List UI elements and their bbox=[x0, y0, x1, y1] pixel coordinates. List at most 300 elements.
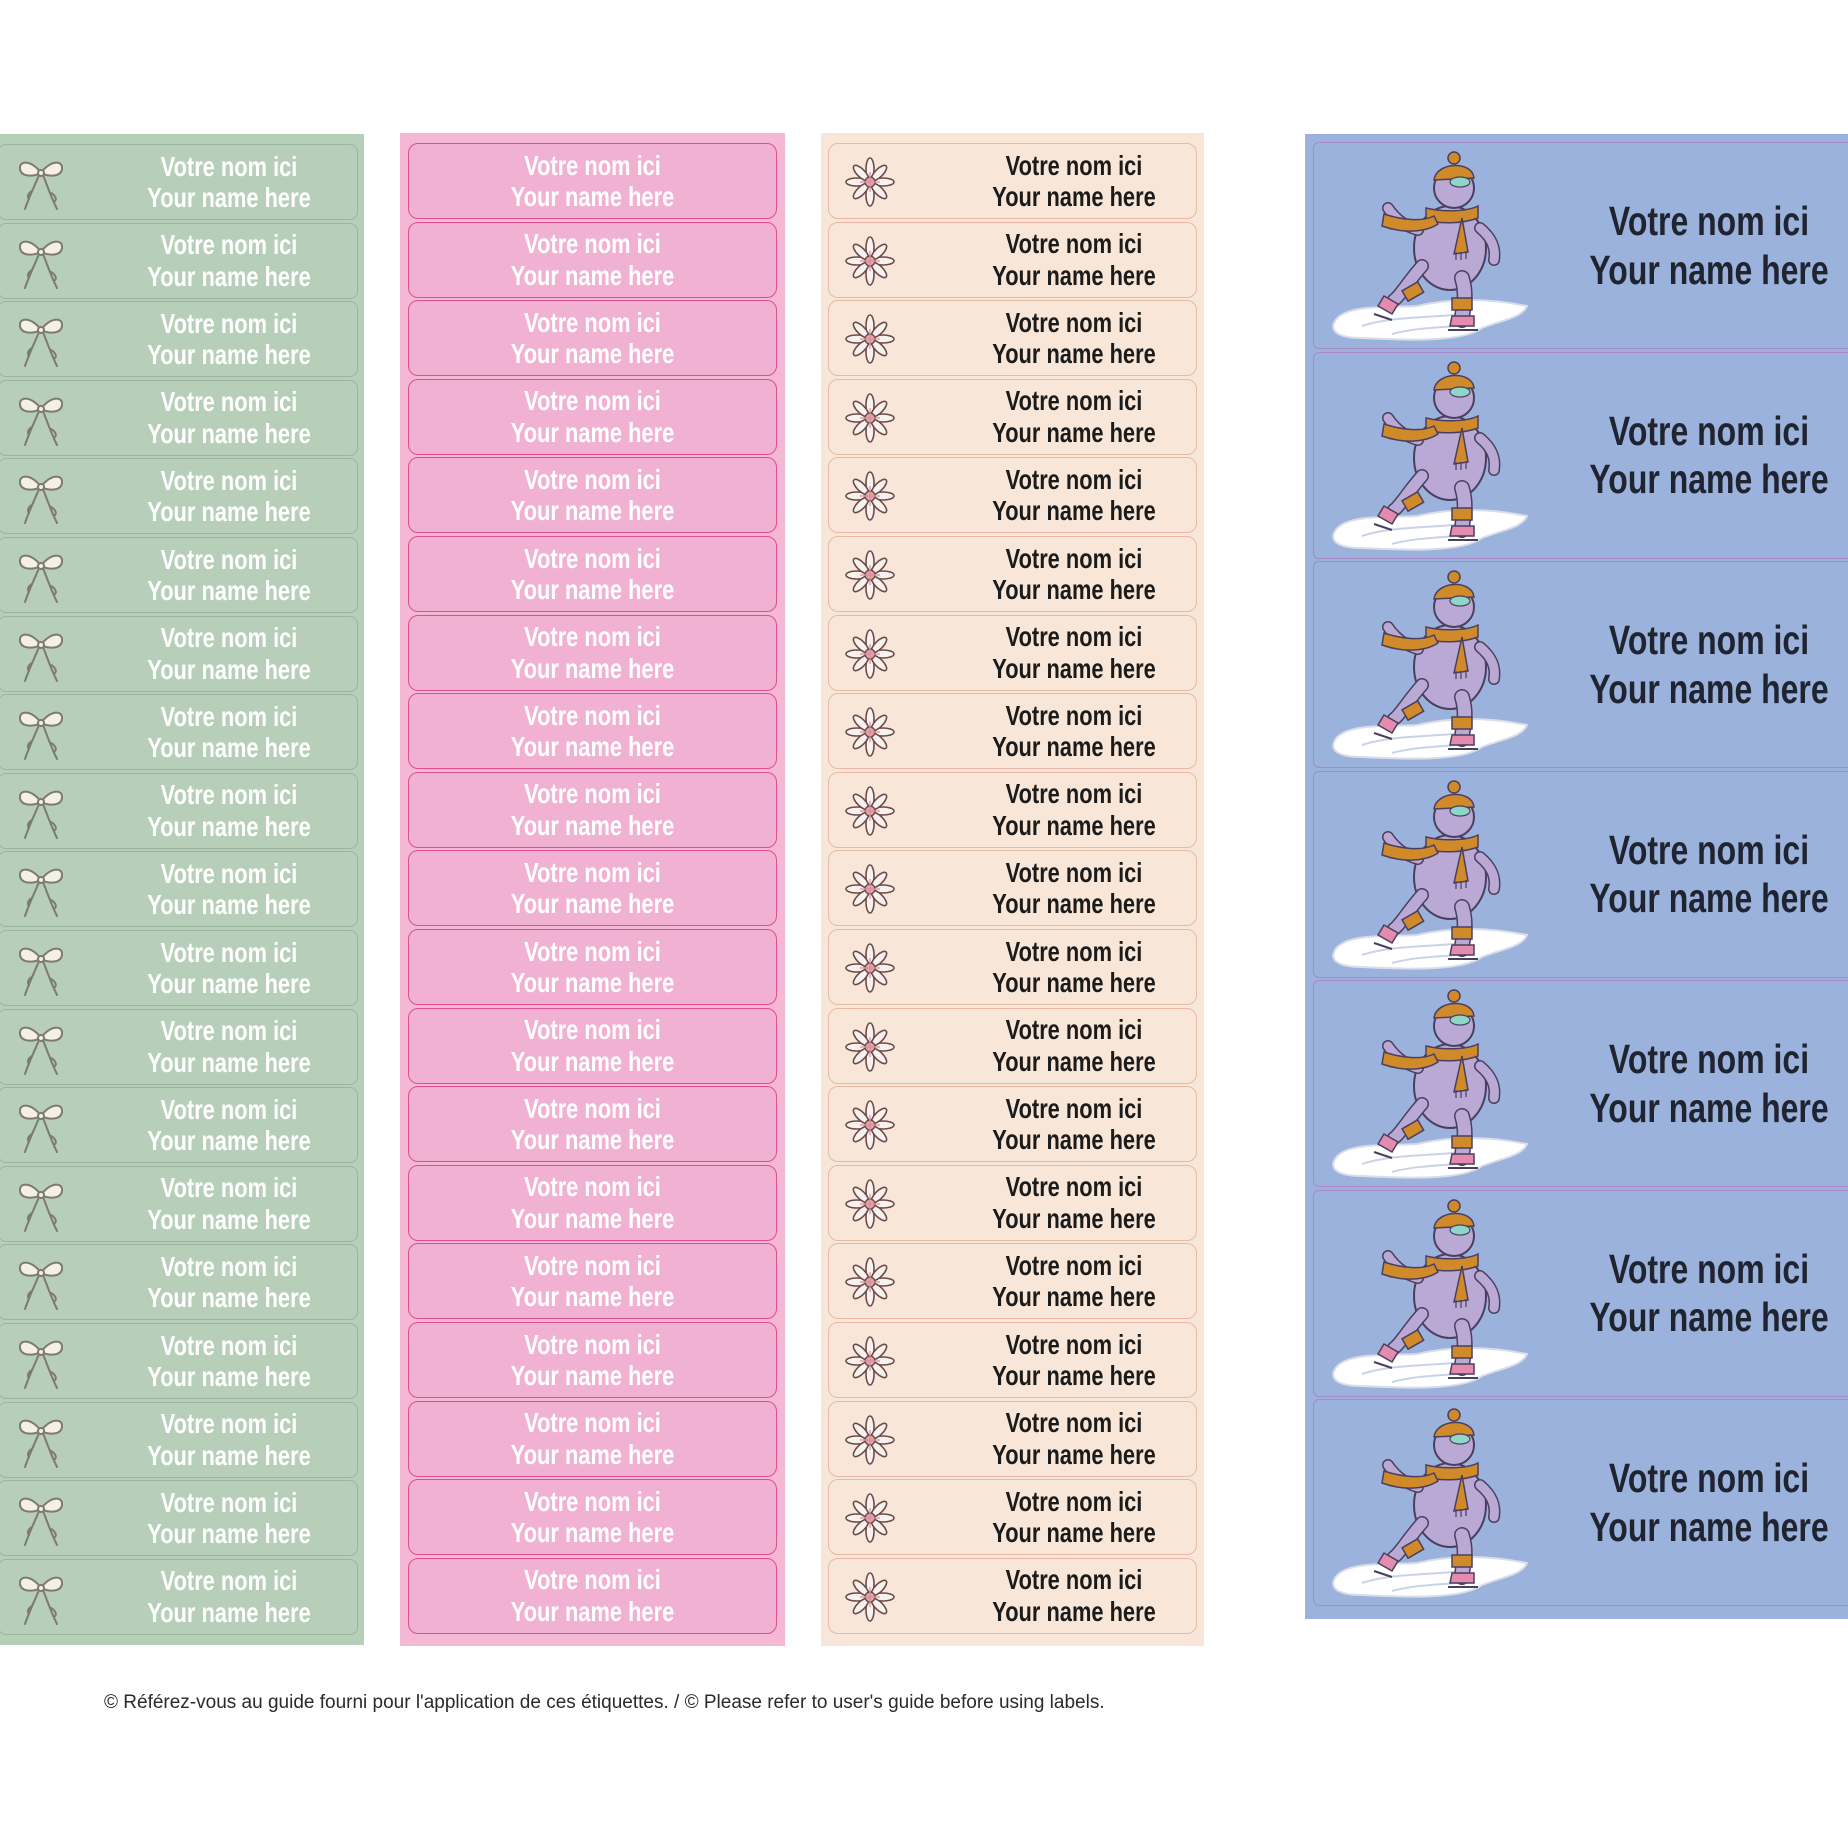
name-placeholder-en: Your name here bbox=[992, 574, 1156, 605]
name-label bbox=[828, 772, 1197, 848]
name-placeholder-fr: Votre nom ici bbox=[1005, 228, 1143, 260]
name-label bbox=[408, 772, 777, 848]
name-placeholder-fr: Votre nom ici bbox=[1608, 1036, 1810, 1083]
name-label bbox=[1313, 771, 1848, 978]
label-sheet-green-bow bbox=[0, 134, 364, 1645]
name-placeholder bbox=[992, 1564, 1156, 1627]
name-placeholder bbox=[143, 779, 315, 842]
label-sheet-cream-flower bbox=[821, 133, 1204, 1646]
name-placeholder-fr: Votre nom ici bbox=[160, 936, 298, 968]
name-placeholder-en: Your name here bbox=[510, 967, 675, 998]
name-placeholder-fr: Votre nom ici bbox=[1005, 464, 1143, 496]
name-placeholder-fr: Votre nom ici bbox=[524, 149, 661, 181]
name-placeholder-fr: Votre nom ici bbox=[160, 229, 298, 261]
name-placeholder bbox=[1589, 407, 1829, 504]
name-placeholder bbox=[992, 699, 1156, 763]
name-label bbox=[1313, 1399, 1848, 1606]
name-label bbox=[828, 1086, 1197, 1162]
name-placeholder bbox=[143, 1565, 315, 1628]
name-placeholder-fr: Votre nom ici bbox=[1005, 385, 1143, 417]
ribbon-bow-icon bbox=[15, 1253, 67, 1313]
skating-bear-icon bbox=[1322, 358, 1534, 554]
name-placeholder bbox=[992, 542, 1156, 606]
name-label bbox=[408, 1401, 777, 1477]
name-label bbox=[828, 850, 1197, 926]
flower-icon bbox=[843, 470, 897, 522]
name-placeholder bbox=[449, 385, 735, 448]
name-placeholder bbox=[992, 1092, 1156, 1156]
name-label bbox=[408, 693, 777, 769]
name-placeholder-fr: Votre nom ici bbox=[524, 1407, 661, 1439]
flower-icon bbox=[843, 942, 897, 994]
name-placeholder-fr: Votre nom ici bbox=[1005, 1407, 1143, 1439]
name-placeholder-en: Your name here bbox=[147, 339, 311, 371]
name-label bbox=[408, 1243, 777, 1319]
ribbon-bow-icon bbox=[15, 939, 67, 999]
name-placeholder-en: Your name here bbox=[510, 1360, 675, 1391]
name-label bbox=[0, 1323, 358, 1399]
name-label bbox=[0, 1402, 358, 1478]
name-placeholder-en: Your name here bbox=[992, 1124, 1156, 1156]
name-placeholder-fr: Votre nom ici bbox=[1005, 1014, 1143, 1046]
name-placeholder bbox=[143, 544, 315, 607]
name-placeholder-fr: Votre nom ici bbox=[160, 1251, 298, 1283]
flower-icon bbox=[843, 156, 897, 208]
name-placeholder-en: Your name here bbox=[147, 496, 311, 528]
name-placeholder-en: Your name here bbox=[147, 810, 311, 842]
flower-icon bbox=[843, 1414, 897, 1466]
name-placeholder bbox=[992, 857, 1156, 920]
name-placeholder bbox=[1589, 1035, 1829, 1132]
name-placeholder-fr: Votre nom ici bbox=[160, 1172, 298, 1204]
name-placeholder-fr: Votre nom ici bbox=[524, 464, 661, 496]
name-placeholder-en: Your name here bbox=[1589, 1503, 1829, 1550]
ribbon-bow-icon bbox=[15, 467, 67, 527]
name-placeholder-en: Your name here bbox=[147, 968, 311, 999]
name-placeholder-fr: Votre nom ici bbox=[524, 1328, 661, 1360]
name-placeholder bbox=[143, 386, 315, 449]
flower-icon bbox=[843, 313, 897, 365]
name-label bbox=[408, 457, 777, 533]
name-label bbox=[0, 144, 358, 220]
name-placeholder-fr: Votre nom ici bbox=[524, 1485, 661, 1517]
name-placeholder bbox=[449, 307, 735, 370]
name-placeholder bbox=[992, 306, 1156, 370]
name-placeholder-en: Your name here bbox=[992, 652, 1156, 684]
name-placeholder-fr: Votre nom ici bbox=[1005, 621, 1143, 653]
name-placeholder-fr: Votre nom ici bbox=[524, 621, 661, 653]
name-placeholder-fr: Votre nom ici bbox=[160, 307, 298, 339]
flower-icon bbox=[843, 1178, 897, 1230]
name-placeholder-en: Your name here bbox=[147, 1046, 311, 1078]
ribbon-bow-icon bbox=[15, 1411, 67, 1471]
name-label bbox=[408, 379, 777, 455]
name-placeholder-fr: Votre nom ici bbox=[524, 778, 661, 810]
name-placeholder bbox=[992, 1328, 1156, 1392]
name-placeholder bbox=[143, 622, 315, 685]
flower-icon bbox=[843, 392, 897, 444]
name-placeholder bbox=[143, 308, 315, 371]
name-placeholder-en: Your name here bbox=[510, 1517, 675, 1549]
name-placeholder-en: Your name here bbox=[1589, 456, 1829, 502]
name-placeholder-en: Your name here bbox=[510, 574, 675, 605]
name-placeholder-en: Your name here bbox=[992, 1281, 1156, 1313]
skating-bear-icon bbox=[1322, 777, 1534, 973]
name-placeholder-en: Your name here bbox=[147, 1518, 311, 1550]
name-label bbox=[828, 222, 1197, 298]
name-placeholder-fr: Votre nom ici bbox=[1005, 1092, 1143, 1124]
name-label bbox=[0, 616, 358, 692]
name-placeholder bbox=[449, 464, 735, 527]
name-placeholder-fr: Votre nom ici bbox=[1005, 935, 1143, 967]
name-placeholder-en: Your name here bbox=[147, 1125, 311, 1157]
name-placeholder bbox=[143, 701, 315, 764]
name-placeholder bbox=[992, 778, 1156, 841]
name-placeholder-en: Your name here bbox=[510, 259, 675, 291]
flower-icon bbox=[843, 1492, 897, 1544]
name-placeholder-en: Your name here bbox=[510, 1124, 675, 1156]
ribbon-bow-icon bbox=[15, 782, 67, 842]
name-placeholder-en: Your name here bbox=[510, 338, 675, 370]
name-label bbox=[828, 379, 1197, 455]
name-placeholder bbox=[449, 1250, 735, 1313]
name-placeholder-fr: Votre nom ici bbox=[1005, 699, 1143, 731]
name-label bbox=[828, 300, 1197, 376]
name-placeholder-fr: Votre nom ici bbox=[524, 699, 661, 731]
ribbon-bow-icon bbox=[15, 232, 67, 292]
flower-icon bbox=[843, 1099, 897, 1151]
name-placeholder-en: Your name here bbox=[510, 1438, 675, 1470]
skating-bear-icon bbox=[1322, 148, 1534, 344]
name-placeholder bbox=[449, 1329, 735, 1392]
name-label bbox=[408, 929, 777, 1005]
ribbon-bow-icon bbox=[15, 625, 67, 685]
usage-notice: © Référez-vous au guide fourni pour l'application de ces étiquettes. / © Please refer to user's guide before using labels. bbox=[104, 1692, 1105, 1713]
name-label bbox=[408, 850, 777, 926]
name-label bbox=[828, 1479, 1197, 1555]
name-placeholder bbox=[449, 621, 735, 684]
name-placeholder-fr: Votre nom ici bbox=[524, 1092, 661, 1124]
name-placeholder-fr: Votre nom ici bbox=[1005, 1328, 1143, 1360]
flower-icon bbox=[843, 549, 897, 601]
name-placeholder-en: Your name here bbox=[510, 731, 675, 763]
name-placeholder-fr: Votre nom ici bbox=[1005, 1250, 1143, 1282]
name-label bbox=[828, 536, 1197, 612]
name-placeholder-en: Your name here bbox=[992, 181, 1156, 212]
name-placeholder-fr: Votre nom ici bbox=[1608, 1245, 1810, 1292]
name-label bbox=[1313, 352, 1848, 559]
name-placeholder-en: Your name here bbox=[992, 731, 1156, 763]
name-label bbox=[0, 1009, 358, 1085]
name-placeholder-en: Your name here bbox=[147, 1596, 311, 1628]
name-label bbox=[828, 615, 1197, 691]
ribbon-bow-icon bbox=[15, 1018, 67, 1078]
flower-icon bbox=[843, 863, 897, 915]
name-placeholder bbox=[449, 1171, 735, 1234]
name-placeholder bbox=[143, 1172, 315, 1235]
name-placeholder-en: Your name here bbox=[147, 1203, 311, 1235]
name-label bbox=[408, 536, 777, 612]
name-placeholder bbox=[1589, 616, 1829, 713]
name-label bbox=[828, 457, 1197, 533]
name-placeholder bbox=[449, 778, 735, 841]
skating-bear-icon bbox=[1322, 986, 1534, 1182]
name-placeholder-fr: Votre nom ici bbox=[160, 386, 298, 418]
name-placeholder-en: Your name here bbox=[992, 1595, 1156, 1627]
name-placeholder bbox=[143, 1251, 315, 1314]
name-label bbox=[0, 458, 358, 534]
flower-icon bbox=[843, 1571, 897, 1623]
name-label bbox=[408, 615, 777, 691]
name-placeholder-fr: Votre nom ici bbox=[1005, 542, 1143, 574]
name-placeholder-en: Your name here bbox=[992, 967, 1156, 998]
name-placeholder bbox=[449, 857, 735, 920]
name-placeholder-en: Your name here bbox=[510, 1281, 675, 1313]
name-placeholder-fr: Votre nom ici bbox=[524, 228, 661, 260]
name-placeholder-fr: Votre nom ici bbox=[1608, 198, 1810, 245]
name-placeholder-fr: Votre nom ici bbox=[1005, 1564, 1143, 1596]
ribbon-bow-icon bbox=[15, 1175, 67, 1235]
name-placeholder-en: Your name here bbox=[510, 1202, 675, 1234]
name-placeholder-en: Your name here bbox=[1589, 246, 1829, 293]
name-placeholder bbox=[992, 621, 1156, 684]
name-placeholder-fr: Votre nom ici bbox=[524, 1014, 661, 1046]
name-placeholder bbox=[449, 1407, 735, 1470]
name-placeholder-en: Your name here bbox=[510, 1595, 675, 1627]
name-placeholder-fr: Votre nom ici bbox=[160, 543, 298, 575]
name-placeholder bbox=[143, 1094, 315, 1157]
name-placeholder-en: Your name here bbox=[1589, 875, 1829, 921]
name-placeholder-fr: Votre nom ici bbox=[524, 306, 661, 338]
name-label bbox=[828, 693, 1197, 769]
name-placeholder-en: Your name here bbox=[992, 1517, 1156, 1549]
name-placeholder bbox=[143, 858, 315, 921]
name-label bbox=[0, 301, 358, 377]
ribbon-bow-icon bbox=[15, 1568, 67, 1628]
ribbon-bow-icon bbox=[15, 389, 67, 449]
name-placeholder bbox=[992, 1407, 1156, 1470]
name-label bbox=[828, 929, 1197, 1005]
name-placeholder-en: Your name here bbox=[510, 888, 675, 920]
label-sheet-blue-bear bbox=[1305, 134, 1848, 1619]
name-label bbox=[408, 1558, 777, 1634]
name-placeholder-fr: Votre nom ici bbox=[1608, 1455, 1810, 1502]
skating-bear-icon bbox=[1322, 567, 1534, 763]
name-placeholder-fr: Votre nom ici bbox=[524, 1564, 661, 1596]
name-placeholder-en: Your name here bbox=[147, 1361, 311, 1392]
flower-icon bbox=[843, 1335, 897, 1387]
ribbon-bow-icon bbox=[15, 703, 67, 763]
name-placeholder-en: Your name here bbox=[1589, 1084, 1829, 1131]
name-placeholder-en: Your name here bbox=[147, 653, 311, 685]
name-placeholder-fr: Votre nom ici bbox=[160, 465, 298, 497]
name-label bbox=[828, 1165, 1197, 1241]
name-placeholder bbox=[992, 1171, 1156, 1234]
name-placeholder bbox=[449, 543, 735, 606]
ribbon-bow-icon bbox=[15, 1096, 67, 1156]
name-placeholder-en: Your name here bbox=[510, 181, 675, 212]
name-placeholder-fr: Votre nom ici bbox=[160, 1565, 298, 1597]
name-placeholder-en: Your name here bbox=[992, 259, 1156, 291]
name-placeholder-en: Your name here bbox=[147, 889, 311, 921]
name-placeholder bbox=[449, 228, 735, 291]
name-placeholder-fr: Votre nom ici bbox=[1005, 1171, 1143, 1203]
flower-icon bbox=[843, 785, 897, 837]
name-label bbox=[408, 1165, 777, 1241]
name-placeholder-en: Your name here bbox=[510, 416, 675, 448]
name-placeholder-fr: Votre nom ici bbox=[160, 1093, 298, 1125]
name-placeholder-fr: Votre nom ici bbox=[160, 1329, 298, 1361]
name-placeholder-fr: Votre nom ici bbox=[1005, 306, 1143, 338]
name-placeholder bbox=[143, 1408, 315, 1471]
name-placeholder bbox=[992, 385, 1156, 448]
name-placeholder-fr: Votre nom ici bbox=[160, 1486, 298, 1518]
name-placeholder-fr: Votre nom ici bbox=[1005, 149, 1143, 181]
name-placeholder-fr: Votre nom ici bbox=[1005, 857, 1143, 889]
name-placeholder-en: Your name here bbox=[147, 1439, 311, 1471]
name-placeholder bbox=[143, 1015, 315, 1078]
name-label bbox=[1313, 142, 1848, 349]
name-label bbox=[408, 1086, 777, 1162]
name-label bbox=[1313, 980, 1848, 1187]
name-placeholder-fr: Votre nom ici bbox=[160, 1015, 298, 1047]
name-placeholder-en: Your name here bbox=[147, 182, 311, 213]
name-label bbox=[0, 380, 358, 456]
name-placeholder-en: Your name here bbox=[992, 416, 1156, 448]
name-placeholder bbox=[992, 149, 1156, 213]
ribbon-bow-icon bbox=[15, 153, 67, 213]
name-placeholder bbox=[449, 1486, 735, 1549]
name-placeholder bbox=[143, 229, 315, 292]
name-placeholder-fr: Votre nom ici bbox=[160, 150, 298, 182]
ribbon-bow-icon bbox=[15, 546, 67, 606]
name-placeholder-en: Your name here bbox=[147, 732, 311, 764]
name-placeholder bbox=[992, 935, 1156, 999]
name-placeholder bbox=[992, 1250, 1156, 1313]
name-placeholder-fr: Votre nom ici bbox=[524, 1250, 661, 1282]
name-placeholder-fr: Votre nom ici bbox=[160, 779, 298, 811]
flower-icon bbox=[843, 1021, 897, 1073]
name-placeholder-en: Your name here bbox=[147, 1282, 311, 1314]
name-placeholder-en: Your name here bbox=[992, 809, 1156, 841]
name-placeholder bbox=[992, 228, 1156, 291]
name-placeholder-fr: Votre nom ici bbox=[160, 1408, 298, 1440]
name-label bbox=[0, 1166, 358, 1242]
name-placeholder bbox=[449, 1564, 735, 1627]
ribbon-bow-icon bbox=[15, 1332, 67, 1392]
flower-icon bbox=[843, 628, 897, 680]
name-placeholder-fr: Votre nom ici bbox=[1608, 617, 1810, 664]
name-placeholder-fr: Votre nom ici bbox=[160, 700, 298, 732]
name-placeholder-en: Your name here bbox=[510, 495, 675, 527]
name-label bbox=[0, 223, 358, 299]
ribbon-bow-icon bbox=[15, 860, 67, 920]
name-placeholder bbox=[992, 1485, 1156, 1549]
name-placeholder-en: Your name here bbox=[147, 575, 311, 606]
name-placeholder bbox=[1589, 1245, 1829, 1342]
name-placeholder-fr: Votre nom ici bbox=[1608, 407, 1810, 454]
name-placeholder-fr: Votre nom ici bbox=[524, 385, 661, 417]
name-placeholder bbox=[1589, 197, 1829, 294]
name-placeholder bbox=[992, 1014, 1156, 1077]
name-placeholder-fr: Votre nom ici bbox=[524, 857, 661, 889]
name-placeholder-fr: Votre nom ici bbox=[524, 542, 661, 574]
skating-bear-icon bbox=[1322, 1196, 1534, 1392]
flower-icon bbox=[843, 706, 897, 758]
name-label bbox=[828, 1008, 1197, 1084]
name-placeholder bbox=[143, 1487, 315, 1550]
name-label bbox=[408, 1479, 777, 1555]
name-placeholder-en: Your name here bbox=[992, 1360, 1156, 1391]
name-placeholder-en: Your name here bbox=[1589, 1294, 1829, 1340]
name-placeholder-en: Your name here bbox=[147, 417, 311, 449]
name-label bbox=[0, 930, 358, 1006]
name-placeholder bbox=[449, 700, 735, 763]
name-placeholder bbox=[143, 937, 315, 1000]
name-label bbox=[408, 1322, 777, 1398]
name-label bbox=[0, 1559, 358, 1635]
name-label bbox=[0, 851, 358, 927]
name-placeholder-en: Your name here bbox=[992, 1438, 1156, 1470]
name-placeholder-fr: Votre nom ici bbox=[1005, 1485, 1143, 1517]
name-label bbox=[0, 694, 358, 770]
name-label bbox=[1313, 561, 1848, 768]
name-label bbox=[408, 300, 777, 376]
name-placeholder-en: Your name here bbox=[510, 652, 675, 684]
name-label bbox=[828, 1558, 1197, 1634]
name-placeholder bbox=[449, 150, 735, 213]
name-label bbox=[0, 1087, 358, 1163]
ribbon-bow-icon bbox=[15, 1489, 67, 1549]
name-placeholder bbox=[449, 1093, 735, 1156]
name-placeholder bbox=[449, 936, 735, 999]
flower-icon bbox=[843, 1256, 897, 1308]
name-placeholder-fr: Votre nom ici bbox=[524, 935, 661, 967]
name-label bbox=[828, 1322, 1197, 1398]
name-placeholder bbox=[143, 465, 315, 528]
name-placeholder-en: Your name here bbox=[147, 260, 311, 292]
name-placeholder-en: Your name here bbox=[1589, 665, 1829, 712]
name-label bbox=[828, 1401, 1197, 1477]
name-placeholder-fr: Votre nom ici bbox=[160, 858, 298, 890]
name-placeholder bbox=[143, 151, 315, 214]
name-placeholder-en: Your name here bbox=[510, 809, 675, 841]
name-placeholder-fr: Votre nom ici bbox=[1005, 778, 1143, 810]
name-placeholder bbox=[143, 1330, 315, 1393]
flower-icon bbox=[843, 235, 897, 287]
name-placeholder bbox=[1589, 1454, 1829, 1551]
name-placeholder-fr: Votre nom ici bbox=[524, 1171, 661, 1203]
name-placeholder-en: Your name here bbox=[992, 338, 1156, 370]
name-label bbox=[0, 1480, 358, 1556]
name-placeholder bbox=[1589, 826, 1829, 923]
name-label bbox=[0, 1244, 358, 1320]
name-label bbox=[0, 537, 358, 613]
name-placeholder-en: Your name here bbox=[992, 495, 1156, 527]
name-label bbox=[828, 143, 1197, 219]
name-placeholder-en: Your name here bbox=[992, 888, 1156, 920]
name-placeholder-en: Your name here bbox=[510, 1045, 675, 1077]
name-label bbox=[1313, 1190, 1848, 1397]
name-label bbox=[408, 143, 777, 219]
skating-bear-icon bbox=[1322, 1405, 1534, 1601]
name-placeholder-fr: Votre nom ici bbox=[1608, 826, 1810, 873]
name-placeholder bbox=[992, 464, 1156, 527]
name-placeholder bbox=[449, 1014, 735, 1077]
name-label bbox=[828, 1243, 1197, 1319]
ribbon-bow-icon bbox=[15, 310, 67, 370]
name-label bbox=[0, 773, 358, 849]
